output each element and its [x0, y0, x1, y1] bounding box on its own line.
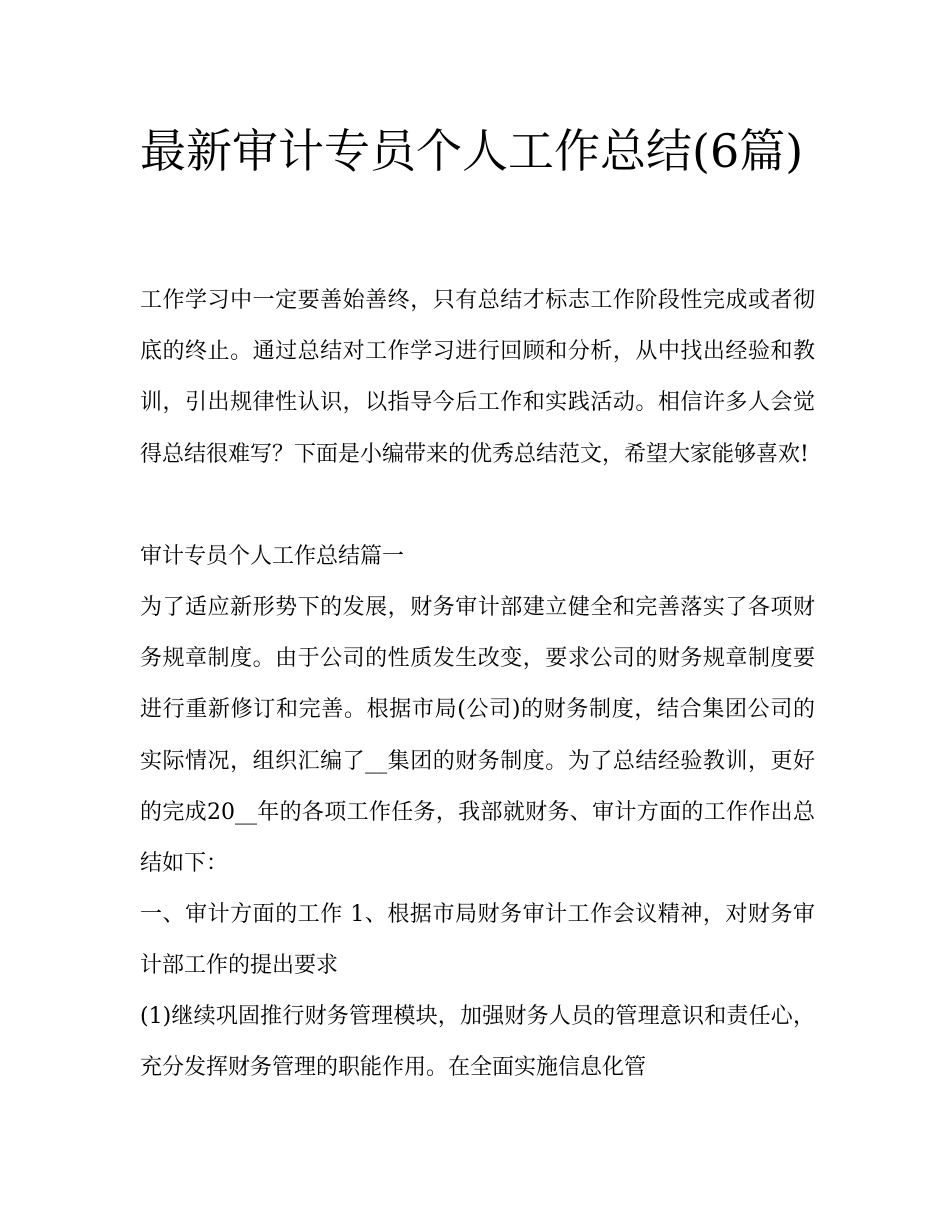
- body-paragraph-3: (1)继续巩固推行财务管理模块，加强财务人员的管理意识和责任心，充分发挥财务管理的职能作用。在全面实施信息化管: [140, 1004, 815, 1081]
- intro-paragraph: 工作学习中一定要善始善终，只有总结才标志工作阶段性完成或者彻底的终止。通过总结对工作学习进行回顾和分析，从中找出经验和教训，引出规律性认识，以指导今后工作和实践活动。相信许多人会觉得总结很难写？下面是小编带来的优秀总结范文，希望大家能够喜欢!: [140, 288, 815, 467]
- body-paragraph-1: 为了适应新形势下的发展，财务审计部建立健全和完善落实了各项财务规章制度。由于公司的性质发生改变，要求公司的财务规章制度要进行重新修订和完善。根据市局(公司)的财务制度，结合集团公司的实际情况，组织汇编了__集团的财务制度。为了总结经验教训，更好的完成20__年的各项工作任务，我部就财务、审计方面的工作作出总结如下：: [140, 595, 815, 877]
- document-title: 最新审计专员个人工作总结(6篇): [140, 124, 804, 178]
- section-heading: 审计专员个人工作总结篇一: [140, 544, 405, 569]
- body-paragraph-2: 一、审计方面的工作 1、根据市局财务审计工作会议精神，对财务审计部工作的提出要求: [140, 902, 815, 979]
